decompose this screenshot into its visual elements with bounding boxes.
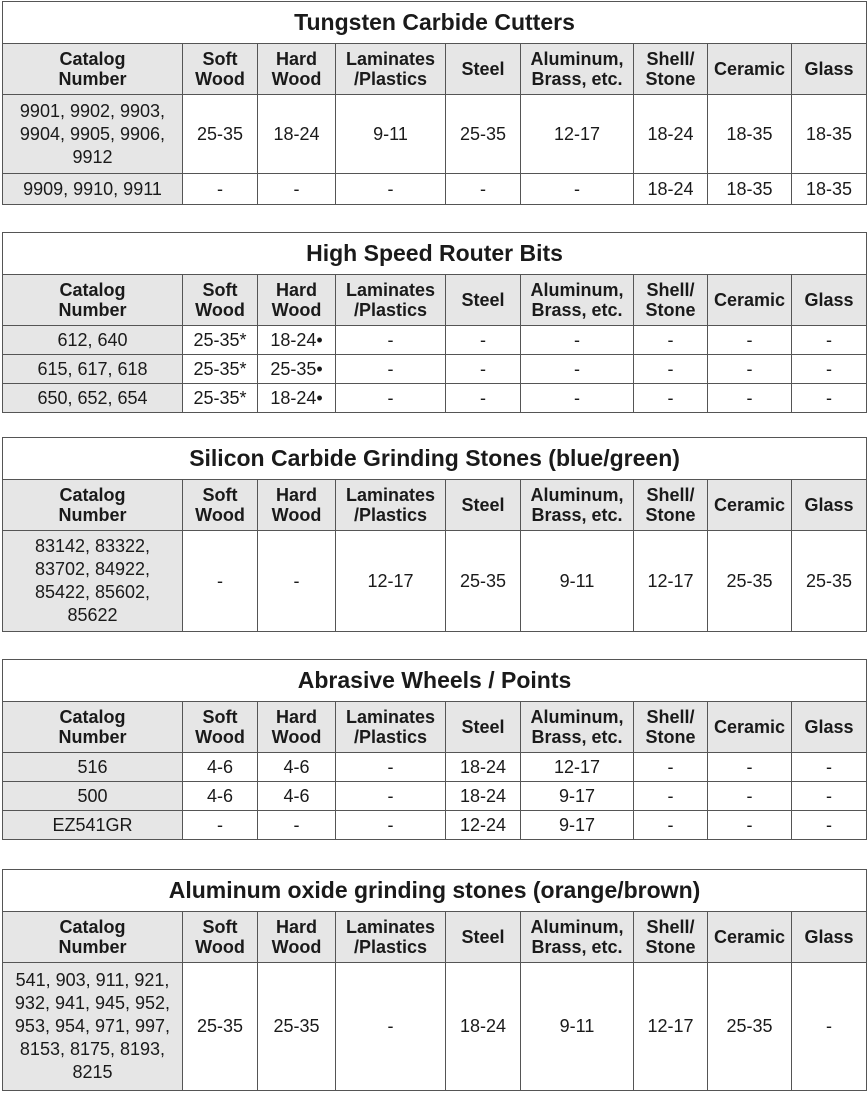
header-line: /Plastics	[353, 727, 428, 747]
catalog-number-line: 8153, 8175, 8193,	[19, 1039, 166, 1059]
header-line: Shell/	[646, 707, 695, 727]
header-soft-wood	[183, 275, 258, 326]
speed-table	[2, 869, 867, 1091]
laminates-plastics-cell: -	[336, 782, 446, 811]
header-line: Stone	[645, 937, 696, 957]
laminates-plastics-cell: 9-11	[336, 95, 446, 174]
laminates-plastics-cell: -	[336, 355, 446, 384]
shell-stone-cell: -	[634, 355, 708, 384]
soft-wood-cell: 4-6	[183, 782, 258, 811]
glass-cell: 18-35	[792, 95, 867, 174]
header-ceramic: Ceramic	[708, 702, 792, 753]
glass-cell: -	[792, 753, 867, 782]
header-glass: Glass	[792, 275, 867, 326]
header-soft-wood	[183, 702, 258, 753]
header-line: Laminates	[345, 49, 436, 69]
laminates-plastics-cell: -	[336, 811, 446, 840]
header-line: Wood	[195, 300, 245, 320]
header-ceramic: Ceramic	[708, 912, 792, 963]
aluminum-brass-cell: 9-17	[521, 782, 634, 811]
catalog-number-line: 83142, 83322,	[34, 536, 151, 556]
header-line: Number	[58, 69, 127, 89]
catalog-number-line: 83702, 84922,	[34, 559, 151, 579]
laminates-plastics-cell: -	[336, 174, 446, 205]
header-ceramic: Ceramic	[708, 480, 792, 531]
header-line: Wood	[195, 727, 245, 747]
soft-wood-cell: -	[183, 174, 258, 205]
header-line: Laminates	[345, 485, 436, 505]
header-line: Wood	[271, 69, 322, 89]
header-line: Brass, etc.	[531, 300, 623, 320]
header-line: Aluminum,	[530, 49, 624, 69]
catalog-number-cell	[3, 782, 183, 811]
catalog-number-cell	[3, 963, 183, 1091]
table-row	[3, 782, 867, 811]
shell-stone-cell: -	[634, 782, 708, 811]
catalog-number-cell	[3, 95, 183, 174]
table-title: Silicon Carbide Grinding Stones (blue/green)	[3, 438, 867, 480]
header-catalog-number	[3, 275, 183, 326]
aluminum-brass-cell: -	[521, 326, 634, 355]
header-line: Laminates	[345, 917, 436, 937]
catalog-number-line: 9909, 9910, 9911	[23, 178, 162, 199]
glass-cell: -	[792, 355, 867, 384]
shell-stone-cell: 18-24	[634, 95, 708, 174]
catalog-number-line: 9904, 9905, 9906,	[19, 123, 166, 144]
header-line: Stone	[645, 69, 696, 89]
header-line: Laminates	[345, 707, 436, 727]
ceramic-cell: -	[708, 782, 792, 811]
header-ceramic: Ceramic	[708, 44, 792, 95]
header-line: Soft	[202, 49, 238, 69]
header-glass: Glass	[792, 44, 867, 95]
shell-stone-cell: -	[634, 326, 708, 355]
header-catalog-number	[3, 912, 183, 963]
header-line: Shell/	[646, 917, 695, 937]
catalog-number-line: 541, 903, 911, 921,	[15, 970, 170, 990]
steel-cell: -	[446, 326, 521, 355]
header-laminates-plastics	[336, 44, 446, 95]
aluminum-brass-cell: -	[521, 355, 634, 384]
catalog-number-cell	[3, 326, 183, 355]
glass-cell: -	[792, 963, 867, 1091]
table-row	[3, 355, 867, 384]
header-line: Stone	[645, 505, 696, 525]
header-aluminum-brass	[521, 275, 634, 326]
shell-stone-cell: 18-24	[634, 174, 708, 205]
header-line: Soft	[202, 485, 238, 505]
catalog-number-line: 615, 617, 618	[37, 358, 148, 379]
hard-wood-cell: 4-6	[258, 782, 336, 811]
header-line: Stone	[645, 300, 696, 320]
header-line: Soft	[202, 707, 238, 727]
catalog-number-line: 516	[77, 756, 108, 777]
laminates-plastics-cell: -	[336, 753, 446, 782]
header-aluminum-brass	[521, 912, 634, 963]
aluminum-brass-cell: 12-17	[521, 753, 634, 782]
header-line: Wood	[271, 727, 322, 747]
header-line: Soft	[202, 280, 238, 300]
ceramic-cell: 18-35	[708, 95, 792, 174]
header-line: Wood	[271, 505, 322, 525]
hard-wood-cell: -	[258, 174, 336, 205]
hard-wood-cell: 18-24•	[258, 384, 336, 413]
header-line: /Plastics	[353, 937, 428, 957]
header-steel: Steel	[446, 480, 521, 531]
catalog-number-line: 8215	[72, 1062, 113, 1082]
header-line: Aluminum,	[530, 707, 624, 727]
header-line: Brass, etc.	[531, 69, 623, 89]
header-soft-wood	[183, 44, 258, 95]
soft-wood-cell: 25-35	[183, 963, 258, 1091]
header-line: Shell/	[646, 280, 695, 300]
header-steel: Steel	[446, 44, 521, 95]
catalog-number-line: 85422, 85602,	[34, 582, 151, 602]
soft-wood-cell: -	[183, 811, 258, 840]
aluminum-brass-cell: 9-11	[521, 963, 634, 1091]
speed-table	[2, 437, 867, 632]
soft-wood-cell: 25-35*	[183, 326, 258, 355]
header-line: Number	[58, 727, 127, 747]
catalog-number-line: 9901, 9902, 9903,	[19, 100, 166, 121]
steel-cell: 25-35	[446, 531, 521, 632]
table-row	[3, 326, 867, 355]
soft-wood-cell: -	[183, 531, 258, 632]
shell-stone-cell: -	[634, 753, 708, 782]
steel-cell: 18-24	[446, 963, 521, 1091]
shell-stone-cell: 12-17	[634, 531, 708, 632]
header-line: Hard	[275, 280, 317, 300]
steel-cell: 18-24	[446, 782, 521, 811]
laminates-plastics-cell: -	[336, 963, 446, 1091]
header-line: /Plastics	[353, 69, 428, 89]
catalog-number-line: 500	[77, 785, 108, 806]
catalog-number-line: 932, 941, 945, 952,	[14, 993, 171, 1013]
catalog-number-cell	[3, 174, 183, 205]
header-line: Brass, etc.	[531, 727, 623, 747]
laminates-plastics-cell: -	[336, 384, 446, 413]
steel-cell: -	[446, 355, 521, 384]
header-line: Wood	[271, 300, 322, 320]
table-row	[3, 753, 867, 782]
header-line: Shell/	[646, 49, 695, 69]
header-line: Wood	[195, 69, 245, 89]
header-line: /Plastics	[353, 505, 428, 525]
glass-cell: -	[792, 782, 867, 811]
header-soft-wood	[183, 912, 258, 963]
ceramic-cell: -	[708, 753, 792, 782]
table-title: High Speed Router Bits	[3, 233, 867, 275]
aluminum-brass-cell: -	[521, 174, 634, 205]
catalog-number-cell	[3, 811, 183, 840]
table-row	[3, 174, 867, 205]
steel-cell: 12-24	[446, 811, 521, 840]
table-title: Aluminum oxide grinding stones (orange/brown)	[3, 870, 867, 912]
catalog-number-cell	[3, 355, 183, 384]
header-hard-wood	[258, 275, 336, 326]
header-aluminum-brass	[521, 480, 634, 531]
header-line: Shell/	[646, 485, 695, 505]
header-shell-stone	[634, 44, 708, 95]
catalog-number-cell	[3, 753, 183, 782]
header-glass: Glass	[792, 912, 867, 963]
header-line: Aluminum,	[530, 280, 624, 300]
header-ceramic: Ceramic	[708, 275, 792, 326]
catalog-number-line: 85622	[67, 605, 118, 625]
header-steel: Steel	[446, 275, 521, 326]
header-laminates-plastics	[336, 912, 446, 963]
header-soft-wood	[183, 480, 258, 531]
header-aluminum-brass	[521, 44, 634, 95]
header-line: Hard	[275, 49, 317, 69]
header-line: Hard	[275, 485, 317, 505]
ceramic-cell: -	[708, 811, 792, 840]
header-hard-wood	[258, 480, 336, 531]
table-row	[3, 384, 867, 413]
header-glass: Glass	[792, 480, 867, 531]
ceramic-cell: -	[708, 355, 792, 384]
soft-wood-cell: 25-35*	[183, 384, 258, 413]
header-line: Catalog	[59, 49, 126, 69]
header-laminates-plastics	[336, 702, 446, 753]
speed-table	[2, 232, 867, 413]
header-line: Number	[58, 300, 127, 320]
header-line: Aluminum,	[530, 485, 624, 505]
header-steel: Steel	[446, 912, 521, 963]
steel-cell: 18-24	[446, 753, 521, 782]
catalog-number-line: 650, 652, 654	[37, 387, 148, 408]
glass-cell: -	[792, 384, 867, 413]
soft-wood-cell: 25-35	[183, 95, 258, 174]
header-hard-wood	[258, 702, 336, 753]
header-line: Brass, etc.	[531, 505, 623, 525]
catalog-number-cell	[3, 384, 183, 413]
hard-wood-cell: 25-35	[258, 963, 336, 1091]
header-line: Catalog	[59, 917, 126, 937]
header-line: Catalog	[59, 280, 126, 300]
header-line: Catalog	[59, 707, 126, 727]
soft-wood-cell: 25-35*	[183, 355, 258, 384]
header-catalog-number	[3, 702, 183, 753]
header-line: Aluminum,	[530, 917, 624, 937]
header-line: Catalog	[59, 485, 126, 505]
aluminum-brass-cell: 9-11	[521, 531, 634, 632]
header-catalog-number	[3, 480, 183, 531]
catalog-number-line: 612, 640	[57, 329, 128, 350]
catalog-number-cell	[3, 531, 183, 632]
header-line: Soft	[202, 917, 238, 937]
hard-wood-cell: -	[258, 811, 336, 840]
header-line: Laminates	[345, 280, 436, 300]
header-steel: Steel	[446, 702, 521, 753]
steel-cell: 25-35	[446, 95, 521, 174]
laminates-plastics-cell: 12-17	[336, 531, 446, 632]
header-glass: Glass	[792, 702, 867, 753]
header-line: Number	[58, 505, 127, 525]
catalog-number-line: 953, 954, 971, 997,	[14, 1016, 171, 1036]
header-line: /Plastics	[353, 300, 428, 320]
soft-wood-cell: 4-6	[183, 753, 258, 782]
ceramic-cell: 25-35	[708, 531, 792, 632]
header-line: Hard	[275, 917, 317, 937]
header-line: Wood	[271, 937, 322, 957]
header-line: Brass, etc.	[531, 937, 623, 957]
header-hard-wood	[258, 912, 336, 963]
hard-wood-cell: 18-24•	[258, 326, 336, 355]
header-hard-wood	[258, 44, 336, 95]
aluminum-brass-cell: 12-17	[521, 95, 634, 174]
table-row	[3, 963, 867, 1091]
header-aluminum-brass	[521, 702, 634, 753]
table-row	[3, 95, 867, 174]
hard-wood-cell: -	[258, 531, 336, 632]
shell-stone-cell: -	[634, 384, 708, 413]
header-catalog-number	[3, 44, 183, 95]
speed-table	[2, 659, 867, 840]
hard-wood-cell: 25-35•	[258, 355, 336, 384]
header-line: Wood	[195, 505, 245, 525]
laminates-plastics-cell: -	[336, 326, 446, 355]
speed-table	[2, 1, 867, 205]
catalog-number-line: EZ541GR	[52, 814, 133, 835]
aluminum-brass-cell: 9-17	[521, 811, 634, 840]
glass-cell: 25-35	[792, 531, 867, 632]
shell-stone-cell: -	[634, 811, 708, 840]
glass-cell: 18-35	[792, 174, 867, 205]
table-title: Abrasive Wheels / Points	[3, 660, 867, 702]
ceramic-cell: -	[708, 326, 792, 355]
shell-stone-cell: 12-17	[634, 963, 708, 1091]
table-row	[3, 811, 867, 840]
hard-wood-cell: 18-24	[258, 95, 336, 174]
header-shell-stone	[634, 912, 708, 963]
steel-cell: -	[446, 384, 521, 413]
header-line: Hard	[275, 707, 317, 727]
steel-cell: -	[446, 174, 521, 205]
table-title: Tungsten Carbide Cutters	[3, 2, 867, 44]
ceramic-cell: -	[708, 384, 792, 413]
header-shell-stone	[634, 275, 708, 326]
catalog-number-line: 9912	[72, 146, 113, 167]
header-laminates-plastics	[336, 275, 446, 326]
hard-wood-cell: 4-6	[258, 753, 336, 782]
glass-cell: -	[792, 326, 867, 355]
glass-cell: -	[792, 811, 867, 840]
header-line: Number	[58, 937, 127, 957]
header-shell-stone	[634, 480, 708, 531]
aluminum-brass-cell: -	[521, 384, 634, 413]
header-shell-stone	[634, 702, 708, 753]
table-row	[3, 531, 867, 632]
ceramic-cell: 25-35	[708, 963, 792, 1091]
header-laminates-plastics	[336, 480, 446, 531]
ceramic-cell: 18-35	[708, 174, 792, 205]
header-line: Stone	[645, 727, 696, 747]
header-line: Wood	[195, 937, 245, 957]
